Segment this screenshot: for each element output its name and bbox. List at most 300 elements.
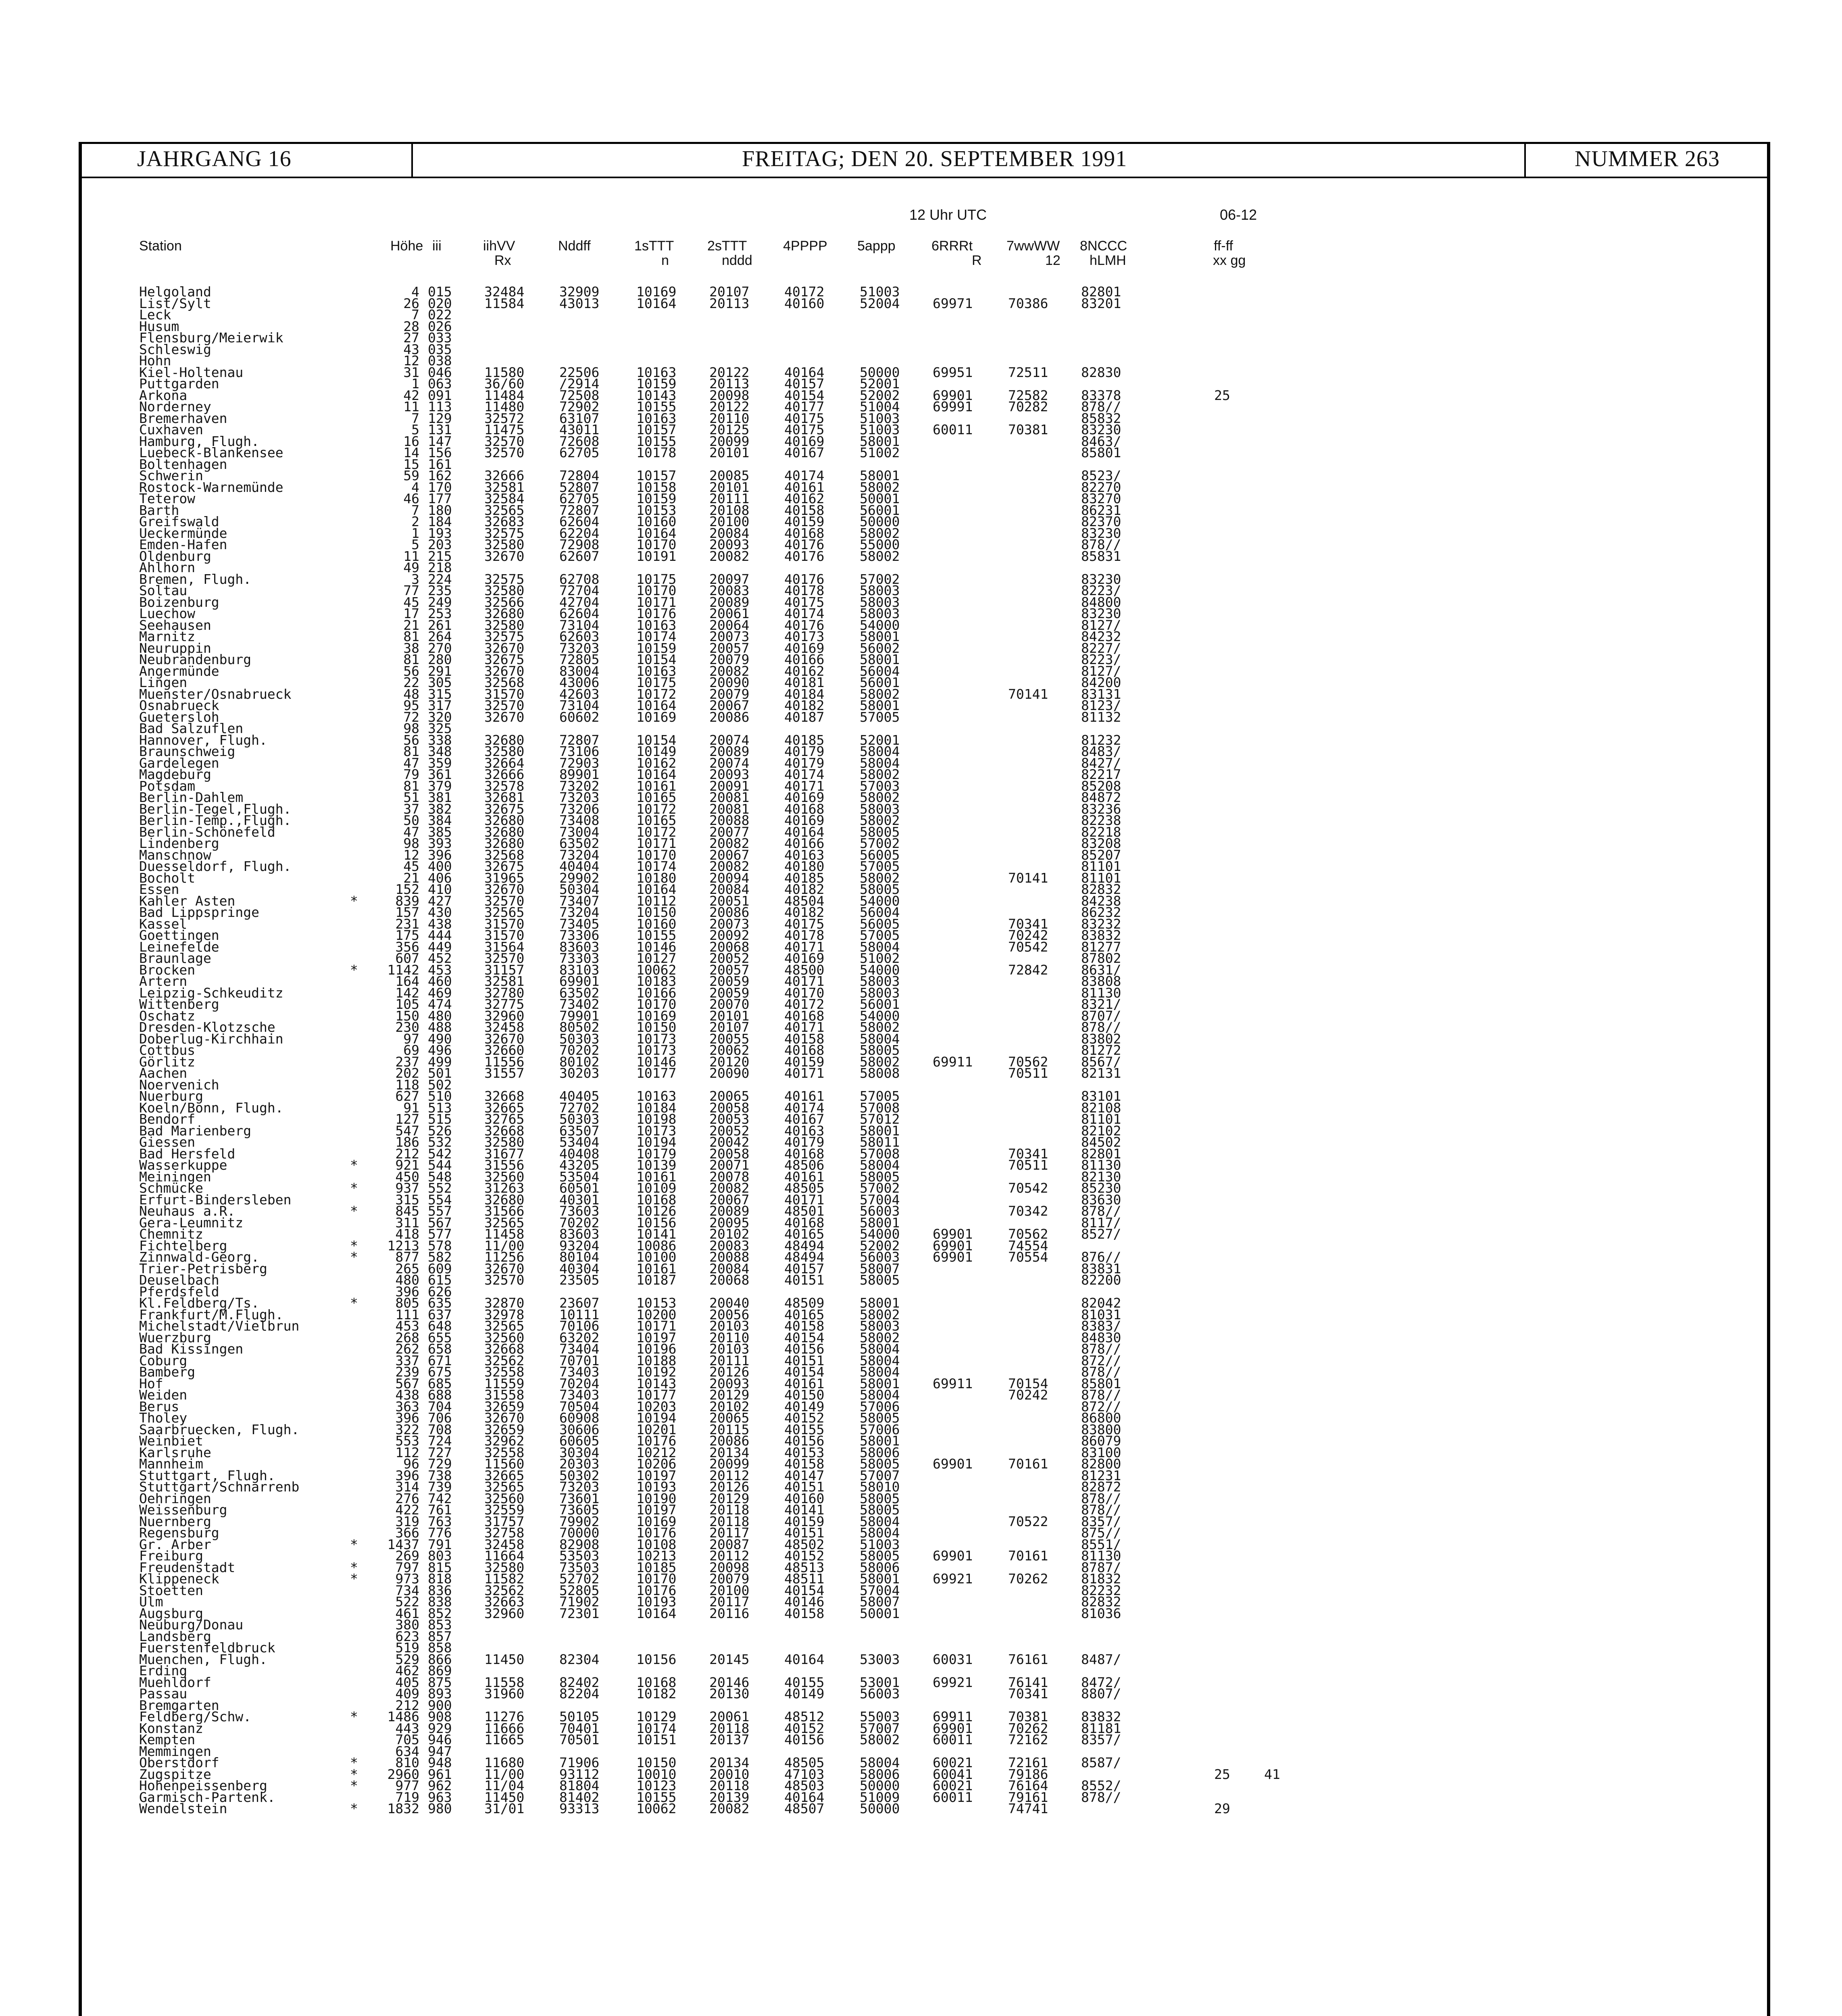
station-height: 363 — [395, 1398, 419, 1414]
group-temp-1: 10155 — [636, 433, 677, 449]
group-cloud: 8587/ — [1081, 1755, 1121, 1770]
group-temp-1: 10160 — [636, 514, 677, 529]
group-temp-1: 10157 — [636, 468, 677, 483]
group-pressure: 40175 — [784, 410, 825, 426]
station-index: 280 — [428, 652, 452, 667]
station-height: 322 — [395, 1421, 419, 1437]
station-name: Noervenich — [139, 1077, 219, 1093]
station-index: 742 — [428, 1490, 452, 1506]
station-index: 838 — [428, 1594, 452, 1610]
group-gust-1: 29 — [1214, 1801, 1230, 1816]
group-weather: 70562 — [1008, 1054, 1048, 1070]
group-cloud: 81130 — [1081, 1157, 1121, 1173]
mountain-marker: * — [350, 1801, 358, 1816]
station-height: 48 — [403, 686, 419, 702]
group-temp-2: 20078 — [709, 1168, 750, 1185]
station-name: Duesseldorf, Flugh. — [139, 858, 292, 874]
group-precip: 69971 — [933, 295, 973, 311]
header-divider — [411, 142, 413, 178]
station-height: 443 — [395, 1720, 419, 1736]
group-cloud: 83230 — [1081, 525, 1121, 541]
group-nddff: 70000 — [559, 1525, 600, 1541]
group-temp-2: 20122 — [709, 364, 750, 380]
station-name: Barth — [139, 502, 179, 518]
group-temp-2: 20112 — [709, 1467, 750, 1483]
station-name: Kl.Feldberg/Ts. — [139, 1295, 260, 1311]
group-nddff: 83103 — [559, 962, 600, 978]
group-weather: 70341 — [1008, 916, 1048, 932]
group-ihvv: 32663 — [484, 1594, 525, 1610]
table-row — [139, 447, 1671, 459]
group-ihvv: 32580 — [484, 617, 525, 633]
station-height: 877 — [395, 1249, 419, 1265]
group-pressure: 40149 — [784, 1398, 825, 1414]
station-index: 544 — [428, 1157, 452, 1173]
group-tendency: 58002 — [860, 525, 900, 541]
table-row — [139, 1125, 1671, 1137]
group-pressure: 47103 — [784, 1766, 825, 1782]
table-row — [139, 1444, 1671, 1460]
group-temp-1: 10146 — [636, 939, 677, 955]
col-iii: iii — [432, 238, 442, 254]
group-precip: 69951 — [933, 364, 973, 380]
station-name: Hamburg, Flugh. — [139, 433, 260, 449]
station-height: 462 — [395, 1663, 419, 1679]
group-nddff: 30304 — [559, 1444, 600, 1460]
station-index: 858 — [428, 1640, 452, 1656]
group-nddff: 73503 — [559, 1559, 600, 1575]
station-name: Landsberg — [139, 1628, 211, 1644]
group-weather: 70381 — [1008, 1709, 1048, 1724]
station-name: Berus — [139, 1398, 179, 1414]
group-ihvv: 32670 — [484, 1410, 525, 1426]
group-cloud: 82200 — [1081, 1272, 1121, 1288]
table-row — [139, 617, 1671, 633]
group-tendency: 58008 — [860, 1065, 900, 1081]
group-ihvv: 32680 — [484, 606, 525, 621]
group-temp-1: 10163 — [636, 364, 677, 380]
group-tendency: 57008 — [860, 1100, 900, 1116]
station-height: 95 — [403, 698, 419, 713]
group-temp-2: 20126 — [709, 1364, 750, 1380]
group-tendency: 58007 — [860, 1260, 900, 1277]
group-nddff: 63502 — [559, 985, 600, 1001]
group-ihvv: 32681 — [484, 789, 525, 805]
station-height: 845 — [395, 1203, 419, 1219]
table-row — [139, 1573, 1671, 1585]
group-ihvv: 11680 — [484, 1755, 525, 1770]
group-temp-1: 10192 — [636, 1364, 677, 1380]
mountain-marker: * — [350, 1203, 358, 1219]
station-name: Luebeck-Blankensee — [139, 445, 283, 460]
group-nddff: 62705 — [559, 491, 600, 506]
group-weather: 72161 — [1008, 1755, 1048, 1770]
group-cloud: 82800 — [1081, 1456, 1121, 1472]
group-pressure: 40152 — [784, 1410, 825, 1426]
group-pressure: 40182 — [784, 904, 825, 920]
group-temp-2: 20058 — [709, 1145, 750, 1162]
group-cloud: 83832 — [1081, 1709, 1121, 1724]
group-ihvv: 32670 — [484, 663, 525, 679]
station-index: 961 — [428, 1766, 452, 1782]
utc-heading: 12 Uhr UTC — [909, 206, 987, 223]
station-name: Angermünde — [139, 663, 219, 679]
station-height: 337 — [395, 1352, 419, 1368]
group-temp-1: 10185 — [636, 1559, 677, 1575]
group-cloud: 82218 — [1081, 824, 1121, 840]
station-name: Klippeneck — [139, 1571, 219, 1587]
station-name: Neubrandenburg — [139, 652, 252, 667]
group-ihvv: 32659 — [484, 1421, 525, 1437]
group-nddff: 82908 — [559, 1536, 600, 1552]
mountain-marker: * — [350, 893, 358, 909]
group-weather: 74554 — [1008, 1237, 1048, 1254]
group-tendency: 58005 — [860, 1490, 900, 1506]
group-ihvv: 11/04 — [484, 1778, 525, 1793]
group-nddff: 82204 — [559, 1686, 600, 1702]
group-ihvv: 31570 — [484, 686, 525, 702]
group-temp-2: 20097 — [709, 571, 750, 587]
group-ihvv: 32680 — [484, 824, 525, 840]
table-row — [139, 401, 1671, 413]
station-height: 1832 — [387, 1801, 419, 1816]
group-temp-2: 20101 — [709, 445, 750, 460]
group-tendency: 50000 — [860, 364, 900, 380]
group-pressure: 40169 — [784, 789, 825, 805]
station-height: 7 — [411, 410, 419, 426]
group-nddff: 42603 — [559, 686, 600, 702]
table-row — [139, 1102, 1671, 1114]
group-temp-2: 20125 — [709, 422, 750, 437]
group-tendency: 58005 — [860, 1168, 900, 1185]
group-tendency: 51009 — [860, 1789, 900, 1805]
group-temp-1: 10169 — [636, 1008, 677, 1024]
group-temp-2: 20137 — [709, 1732, 750, 1747]
group-tendency: 58004 — [860, 1755, 900, 1770]
station-index: 929 — [428, 1720, 452, 1736]
group-cloud: 8483/ — [1081, 744, 1121, 759]
station-height: 396 — [395, 1283, 419, 1300]
group-pressure: 40176 — [784, 617, 825, 633]
group-weather: 70141 — [1008, 870, 1048, 886]
group-temp-2: 20101 — [709, 1008, 750, 1024]
group-cloud: 8357/ — [1081, 1732, 1121, 1747]
station-height: 623 — [395, 1628, 419, 1644]
group-temp-2: 20056 — [709, 1306, 750, 1322]
group-precip: 60021 — [933, 1755, 973, 1770]
station-height: 37 — [403, 801, 419, 817]
group-temp-2: 20068 — [709, 939, 750, 955]
group-tendency: 54000 — [860, 1226, 900, 1242]
table-row — [139, 1297, 1671, 1309]
group-temp-2: 20074 — [709, 755, 750, 771]
group-temp-1: 10175 — [636, 675, 677, 690]
station-index: 515 — [428, 1111, 452, 1127]
group-tendency: 58006 — [860, 1444, 900, 1460]
group-tendency: 57007 — [860, 1720, 900, 1736]
table-row — [139, 585, 1671, 597]
group-ihvv: 32664 — [484, 755, 525, 771]
station-index: 177 — [428, 491, 452, 506]
group-nddff: 72702 — [559, 1100, 600, 1116]
station-name: Berlin-Schönefeld — [139, 824, 275, 840]
group-temp-1: 10174 — [636, 629, 677, 644]
station-index: 962 — [428, 1778, 452, 1793]
group-temp-1: 10164 — [636, 295, 677, 311]
group-tendency: 52001 — [860, 732, 900, 748]
group-nddff: 73206 — [559, 801, 600, 817]
group-pressure: 40174 — [784, 606, 825, 621]
table-row — [139, 1352, 1671, 1368]
group-ihvv: 11475 — [484, 422, 525, 437]
group-temp-1: 10164 — [636, 766, 677, 782]
station-name: Freiburg — [139, 1548, 203, 1564]
station-index: 552 — [428, 1180, 452, 1196]
station-index: 320 — [428, 709, 452, 725]
group-weather: 70542 — [1008, 939, 1048, 955]
group-temp-1: 10163 — [636, 663, 677, 679]
mountain-marker: * — [350, 1157, 358, 1173]
group-ihvv: 32675 — [484, 858, 525, 874]
group-weather: 70342 — [1008, 1203, 1048, 1219]
table-row — [139, 1042, 1671, 1058]
table-row — [139, 1375, 1671, 1391]
group-temp-2: 20089 — [709, 1203, 750, 1219]
group-pressure: 40156 — [784, 1341, 825, 1357]
group-cloud: 85801 — [1081, 445, 1121, 460]
station-height: 56 — [403, 663, 419, 679]
station-index: 532 — [428, 1134, 452, 1150]
station-name: Deuselbach — [139, 1272, 219, 1288]
group-nddff: 73306 — [559, 927, 600, 943]
table-row — [139, 677, 1671, 689]
table-row — [139, 1757, 1671, 1769]
group-nddff: 73408 — [559, 812, 600, 828]
group-cloud: 83832 — [1081, 927, 1121, 943]
station-name: Koeln/Bonn, Flugh. — [139, 1100, 283, 1116]
station-name: Bremerhaven — [139, 410, 227, 426]
station-height: 453 — [395, 1318, 419, 1334]
station-index: 180 — [428, 502, 452, 518]
station-index: 410 — [428, 881, 452, 897]
station-index: 396 — [428, 847, 452, 863]
group-temp-2: 20102 — [709, 1398, 750, 1414]
group-ihvv: 32668 — [484, 1123, 525, 1139]
group-ihvv: 32668 — [484, 1341, 525, 1357]
group-nddff: 40304 — [559, 1260, 600, 1277]
group-ihvv: 32666 — [484, 468, 525, 483]
station-height: 2 — [411, 514, 419, 529]
group-temp-1: 10162 — [636, 755, 677, 771]
station-height: 4 — [411, 284, 419, 300]
station-name: Essen — [139, 881, 179, 897]
group-temp-2: 20077 — [709, 824, 750, 840]
group-cloud: 86231 — [1081, 502, 1121, 518]
group-cloud: 85801 — [1081, 1375, 1121, 1391]
group-temp-1: 10190 — [636, 1490, 677, 1506]
col-t2: 2sTTT — [707, 238, 747, 254]
station-index: 763 — [428, 1513, 452, 1529]
group-nddff: 60602 — [559, 709, 600, 725]
group-pressure: 40168 — [784, 801, 825, 817]
group-nddff: 60605 — [559, 1433, 600, 1449]
table-row — [139, 424, 1671, 436]
station-height: 202 — [395, 1065, 419, 1081]
group-cloud: 878// — [1081, 537, 1121, 552]
table-row — [139, 502, 1671, 518]
group-pressure: 40179 — [784, 755, 825, 771]
group-temp-2: 20083 — [709, 1237, 750, 1254]
station-index: 818 — [428, 1571, 452, 1587]
group-temp-2: 20112 — [709, 1548, 750, 1564]
station-index: 400 — [428, 858, 452, 874]
group-temp-1: 10170 — [636, 996, 677, 1012]
group-temp-1: 10169 — [636, 284, 677, 300]
group-tendency: 50000 — [860, 1778, 900, 1793]
station-name: Augsburg — [139, 1605, 203, 1621]
station-index: 655 — [428, 1329, 452, 1345]
group-ihvv: 31556 — [484, 1157, 525, 1173]
table-row — [139, 686, 1671, 702]
table-row — [139, 1734, 1671, 1746]
group-pressure: 48512 — [784, 1709, 825, 1724]
group-temp-2: 20117 — [709, 1525, 750, 1541]
table-row — [139, 594, 1671, 610]
group-nddff: 50303 — [559, 1031, 600, 1047]
table-row — [139, 835, 1671, 851]
station-index: 113 — [428, 399, 452, 414]
table-row — [139, 996, 1671, 1012]
group-cloud: 81101 — [1081, 858, 1121, 874]
group-nddff: 72908 — [559, 537, 600, 552]
station-index: 264 — [428, 629, 452, 644]
group-cloud: 83208 — [1081, 835, 1121, 851]
station-index: 776 — [428, 1525, 452, 1541]
group-pressure: 40159 — [784, 514, 825, 529]
station-height: 59 — [403, 468, 419, 483]
group-tendency: 58002 — [860, 1329, 900, 1345]
group-cloud: 81036 — [1081, 1605, 1121, 1621]
group-ihvv: 32978 — [484, 1306, 525, 1322]
group-temp-2: 20065 — [709, 1410, 750, 1426]
group-nddff: 73405 — [559, 916, 600, 932]
station-height: 315 — [395, 1191, 419, 1208]
group-pressure: 40171 — [784, 973, 825, 989]
station-name: Fichtelberg — [139, 1237, 227, 1254]
group-temp-2: 20088 — [709, 812, 750, 828]
group-tendency: 58005 — [860, 1548, 900, 1564]
group-temp-1: 10160 — [636, 916, 677, 932]
station-name: Bremgarten — [139, 1697, 219, 1713]
group-temp-1: 10157 — [636, 422, 677, 437]
group-temp-1: 10159 — [636, 491, 677, 506]
group-cloud: 83831 — [1081, 1260, 1121, 1277]
group-ihvv: 11560 — [484, 1456, 525, 1472]
group-pressure: 40154 — [784, 387, 825, 403]
group-ihvv: 32670 — [484, 1260, 525, 1277]
station-height: 111 — [395, 1306, 419, 1322]
station-name: Giessen — [139, 1134, 196, 1150]
station-height: 79 — [403, 766, 419, 782]
station-height: 230 — [395, 1019, 419, 1035]
table-row — [139, 539, 1671, 551]
station-index: 384 — [428, 812, 452, 828]
group-temp-2: 20113 — [709, 376, 750, 392]
group-tendency: 55000 — [860, 537, 900, 552]
group-precip: 69991 — [933, 399, 973, 414]
table-row — [139, 1306, 1671, 1322]
group-ihvv: 32670 — [484, 881, 525, 897]
group-tendency: 55003 — [860, 1709, 900, 1724]
mountain-marker: * — [350, 1536, 358, 1552]
station-name: Soltau — [139, 583, 188, 598]
station-name: Osnabrueck — [139, 698, 219, 713]
group-temp-1: 10164 — [636, 525, 677, 541]
group-pressure: 40165 — [784, 1306, 825, 1322]
group-temp-2: 20095 — [709, 1214, 750, 1231]
group-temp-1: 10196 — [636, 1341, 677, 1357]
table-row — [139, 654, 1671, 666]
group-temp-2: 20089 — [709, 594, 750, 610]
table-row — [139, 709, 1671, 725]
group-cloud: 81031 — [1081, 1306, 1121, 1322]
group-ihvv: 32665 — [484, 1467, 525, 1483]
group-nddff: 73403 — [559, 1364, 600, 1380]
station-height: 1 — [411, 376, 419, 392]
group-ihvv: 31570 — [484, 916, 525, 932]
group-temp-2: 20084 — [709, 1260, 750, 1277]
group-ihvv: 32960 — [484, 1008, 525, 1024]
group-nddff: 72608 — [559, 433, 600, 449]
table-row — [139, 1628, 1671, 1644]
col-appp: 5appp — [857, 238, 896, 254]
group-nddff: 72807 — [559, 732, 600, 748]
mountain-marker: * — [350, 1571, 358, 1587]
station-index: 305 — [428, 675, 452, 690]
table-row — [139, 640, 1671, 656]
group-precip: 69911 — [933, 1709, 973, 1724]
group-cloud: 83808 — [1081, 973, 1121, 989]
station-index: 688 — [428, 1387, 452, 1403]
group-ihvv: 32675 — [484, 801, 525, 817]
station-height: 56 — [403, 732, 419, 748]
group-pressure: 48507 — [784, 1801, 825, 1816]
group-temp-2: 20103 — [709, 1318, 750, 1334]
group-ihvv: 31557 — [484, 1065, 525, 1081]
group-cloud: 82130 — [1081, 1168, 1121, 1185]
group-temp-1: 10150 — [636, 1755, 677, 1770]
group-cloud: 8123/ — [1081, 698, 1121, 713]
group-tendency: 57008 — [860, 1145, 900, 1162]
group-temp-2: 20079 — [709, 686, 750, 702]
group-nddff: 72508 — [559, 387, 600, 403]
mountain-marker: * — [350, 1559, 358, 1575]
group-temp-1: 10182 — [636, 1686, 677, 1702]
group-temp-2: 20042 — [709, 1134, 750, 1150]
group-temp-1: 10127 — [636, 950, 677, 966]
group-temp-2: 20067 — [709, 1191, 750, 1208]
station-index: 582 — [428, 1249, 452, 1265]
group-temp-1: 10062 — [636, 1801, 677, 1816]
station-name: Husum — [139, 318, 179, 334]
group-nddff: 50105 — [559, 1709, 600, 1724]
table-row — [139, 1711, 1671, 1723]
col-rrr-sub: R — [972, 253, 982, 268]
group-temp-2: 20086 — [709, 709, 750, 725]
group-nddff: 83603 — [559, 1226, 600, 1242]
station-name: Lindenberg — [139, 835, 219, 851]
group-temp-1: 10194 — [636, 1410, 677, 1426]
